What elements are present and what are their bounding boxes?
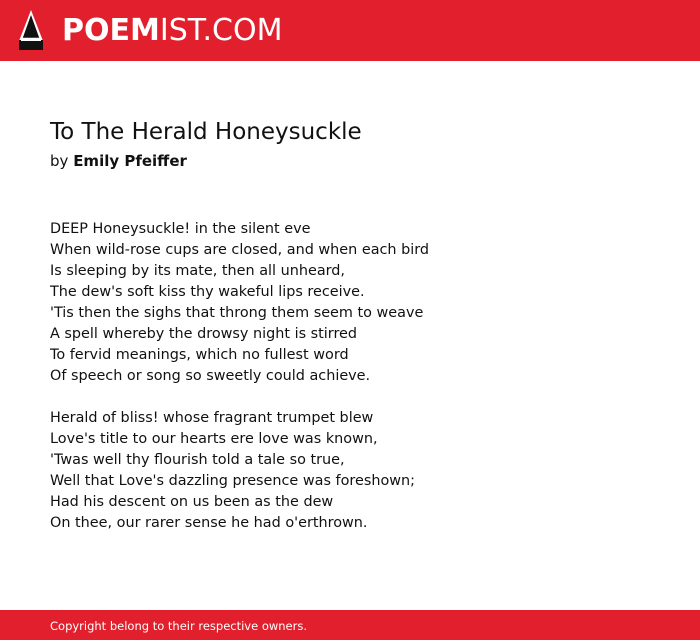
site-header xyxy=(0,0,700,61)
poem-line: To fervid meanings, which no fullest word xyxy=(50,347,349,363)
poem-line: DEEP Honeysuckle! in the silent eve xyxy=(50,221,311,237)
poem-line: Is sleeping by its mate, then all unheard, xyxy=(50,263,346,279)
copyright-text: Copyright belong to their respective owners. xyxy=(50,619,308,633)
poem-content xyxy=(50,115,650,531)
poem-line: A spell whereby the drowsy night is stirred xyxy=(50,326,358,342)
site-footer xyxy=(0,610,700,640)
site-brand xyxy=(62,11,282,51)
poem-line: Love's title to our hearts ere love was known, xyxy=(50,431,378,447)
poem-line: Herald of bliss! whose fragrant trumpet blew xyxy=(50,410,374,426)
by-label: by xyxy=(50,152,69,170)
poem-body xyxy=(50,219,650,555)
poem-line: Of speech or song so sweetly could achieve. xyxy=(50,368,371,384)
poem-title: To The Herald Honeysuckle xyxy=(50,119,362,145)
brand-light-text: IST.COM xyxy=(159,13,283,48)
poem-line: When wild-rose cups are closed, and when each bird xyxy=(50,242,430,258)
author-name: Emily Pfeiffer xyxy=(73,152,187,170)
poem-byline xyxy=(50,150,650,172)
poem-line: Had his descent on us been as the dew xyxy=(50,494,334,510)
poem-line: 'Tis then the sighs that throng them seem to weave xyxy=(50,305,424,321)
poem-stanza xyxy=(50,408,650,534)
pencil-icon xyxy=(17,9,45,51)
poem-line: Well that Love's dazzling presence was foreshown; xyxy=(50,473,416,489)
poem-line: On thee, our rarer sense he had o'erthrown. xyxy=(50,515,368,531)
poem-stanza xyxy=(50,219,650,387)
poem-line: The dew's soft kiss thy wakeful lips receive. xyxy=(50,284,365,300)
brand-bold-text: POEM xyxy=(62,13,160,48)
poem-line: 'Twas well thy flourish told a tale so true, xyxy=(50,452,345,468)
